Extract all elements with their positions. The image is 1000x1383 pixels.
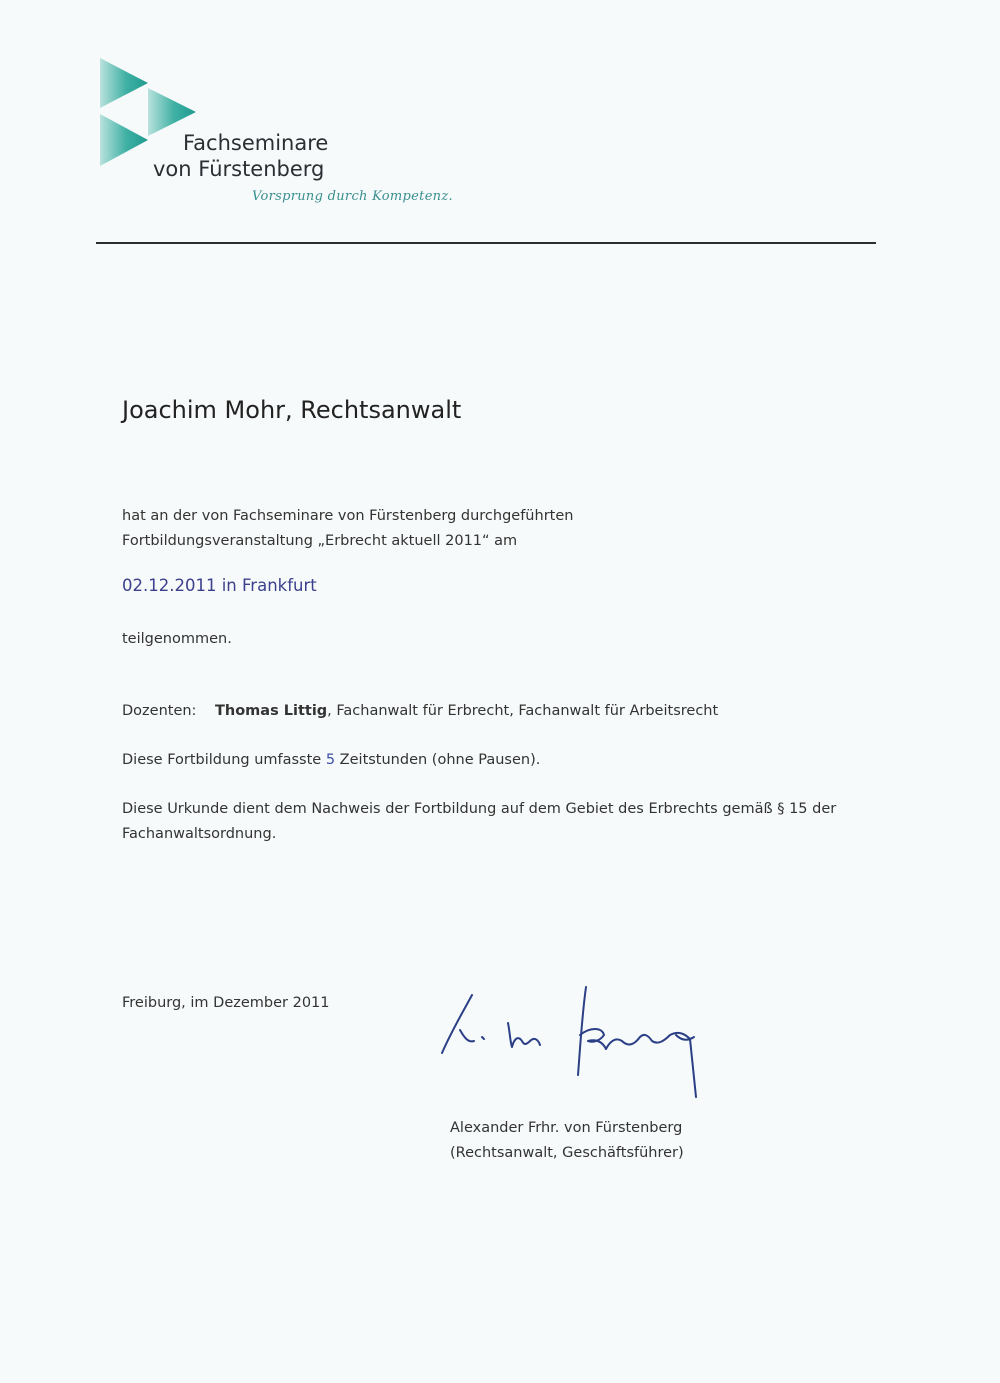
duration-suffix: Zeitstunden (ohne Pausen). <box>335 752 541 768</box>
intro-line-1: hat an der von Fachseminare von Fürstenberg durchgeführten <box>122 508 574 524</box>
organization-name <box>153 130 328 182</box>
participated-text: teilgenommen. <box>122 631 232 647</box>
handwritten-signature-icon <box>430 975 710 1110</box>
tagline: Vorsprung durch Kompetenz. <box>252 189 453 204</box>
recipient-name: Joachim Mohr, Rechtsanwalt <box>122 396 462 424</box>
purpose-line-2: Fachanwaltsordnung. <box>122 826 277 842</box>
event-date-location: 02.12.2011 in Frankfurt <box>122 576 317 595</box>
lecturer-title: Fachanwalt für Erbrecht, Fachanwalt für Arbeitsrecht <box>331 703 719 719</box>
place-date: Freiburg, im Dezember 2011 <box>122 995 330 1011</box>
duration-prefix: Diese Fortbildung umfasste <box>122 752 326 768</box>
signer-role: (Rechtsanwalt, Geschäftsführer) <box>450 1145 684 1161</box>
purpose-line-1: Diese Urkunde dient dem Nachweis der Fortbildung auf dem Gebiet des Erbrechts gemäß § 15 der <box>122 801 837 817</box>
header-divider <box>96 242 876 244</box>
duration-hours: 5 <box>325 752 336 768</box>
duration-line <box>122 748 540 773</box>
signer-block <box>450 1116 684 1166</box>
intro-text <box>122 504 573 554</box>
lecturers-line <box>122 699 718 724</box>
intro-line-2: Fortbildungsveranstaltung „Erbrecht aktuell 2011“ am <box>122 533 518 549</box>
signer-name: Alexander Frhr. von Fürstenberg <box>450 1120 683 1136</box>
lecturers-label: Dozenten: <box>122 703 197 719</box>
lecturer-separator: , <box>327 703 332 719</box>
organization-name-line1: Fachseminare <box>183 131 329 155</box>
purpose-text <box>122 797 842 847</box>
lecturer-name: Thomas Littig <box>215 703 328 719</box>
organization-name-line2: von Fürstenberg <box>153 157 325 181</box>
